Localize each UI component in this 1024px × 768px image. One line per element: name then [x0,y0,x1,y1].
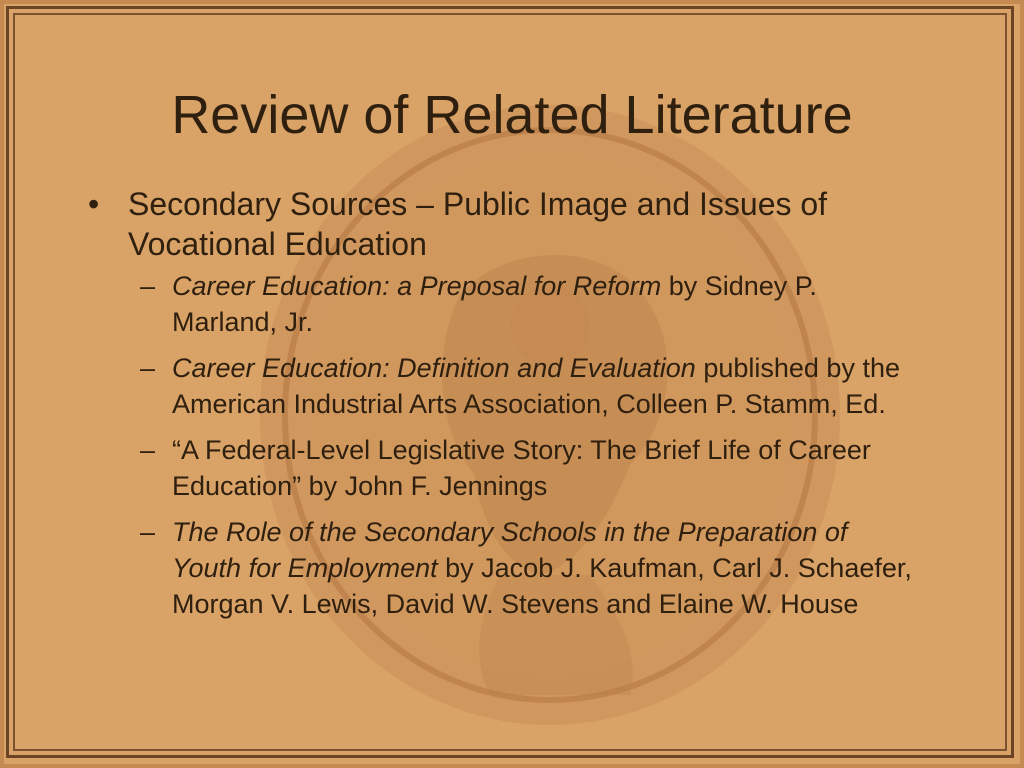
book-title: Career Education: a Preposal for Reform [172,271,662,301]
book-title: The Role of the Secondary Schools in the Preparation of Youth for Employment [172,517,848,583]
main-bullet [88,184,938,264]
book-credit: published by the American Industrial Arts Association, Colleen P. Stamm, Ed. [172,353,900,419]
slide-content [88,184,938,632]
book-title: Career Education: Definition and Evaluation [172,353,696,383]
dash-icon: – [140,271,156,301]
article-credit: “A Federal-Level Legislative Story: The Brief Life of Career Education” by John F. Jennings [172,435,871,501]
slide-title: Review of Related Literature [171,85,853,145]
sub-bullet-item [88,350,912,422]
dash-icon: – [140,435,156,465]
bullet-icon: • [88,186,100,222]
dash-icon: – [140,517,156,547]
dash-icon: – [140,353,156,383]
sub-bullet-item [88,268,912,340]
sub-bullet-item [88,432,912,504]
book-credit: by Jacob J. Kaufman, Carl J. Schaefer, Morgan V. Lewis, David W. Stevens and Elaine W. House [172,553,912,619]
main-bullet-text: Secondary Sources – Public Image and Issues of Vocational Education [128,186,828,262]
sub-bullet-item [88,514,912,622]
book-credit: by Sidney P. Marland, Jr. [172,271,817,337]
sub-bullet-list [88,268,938,622]
